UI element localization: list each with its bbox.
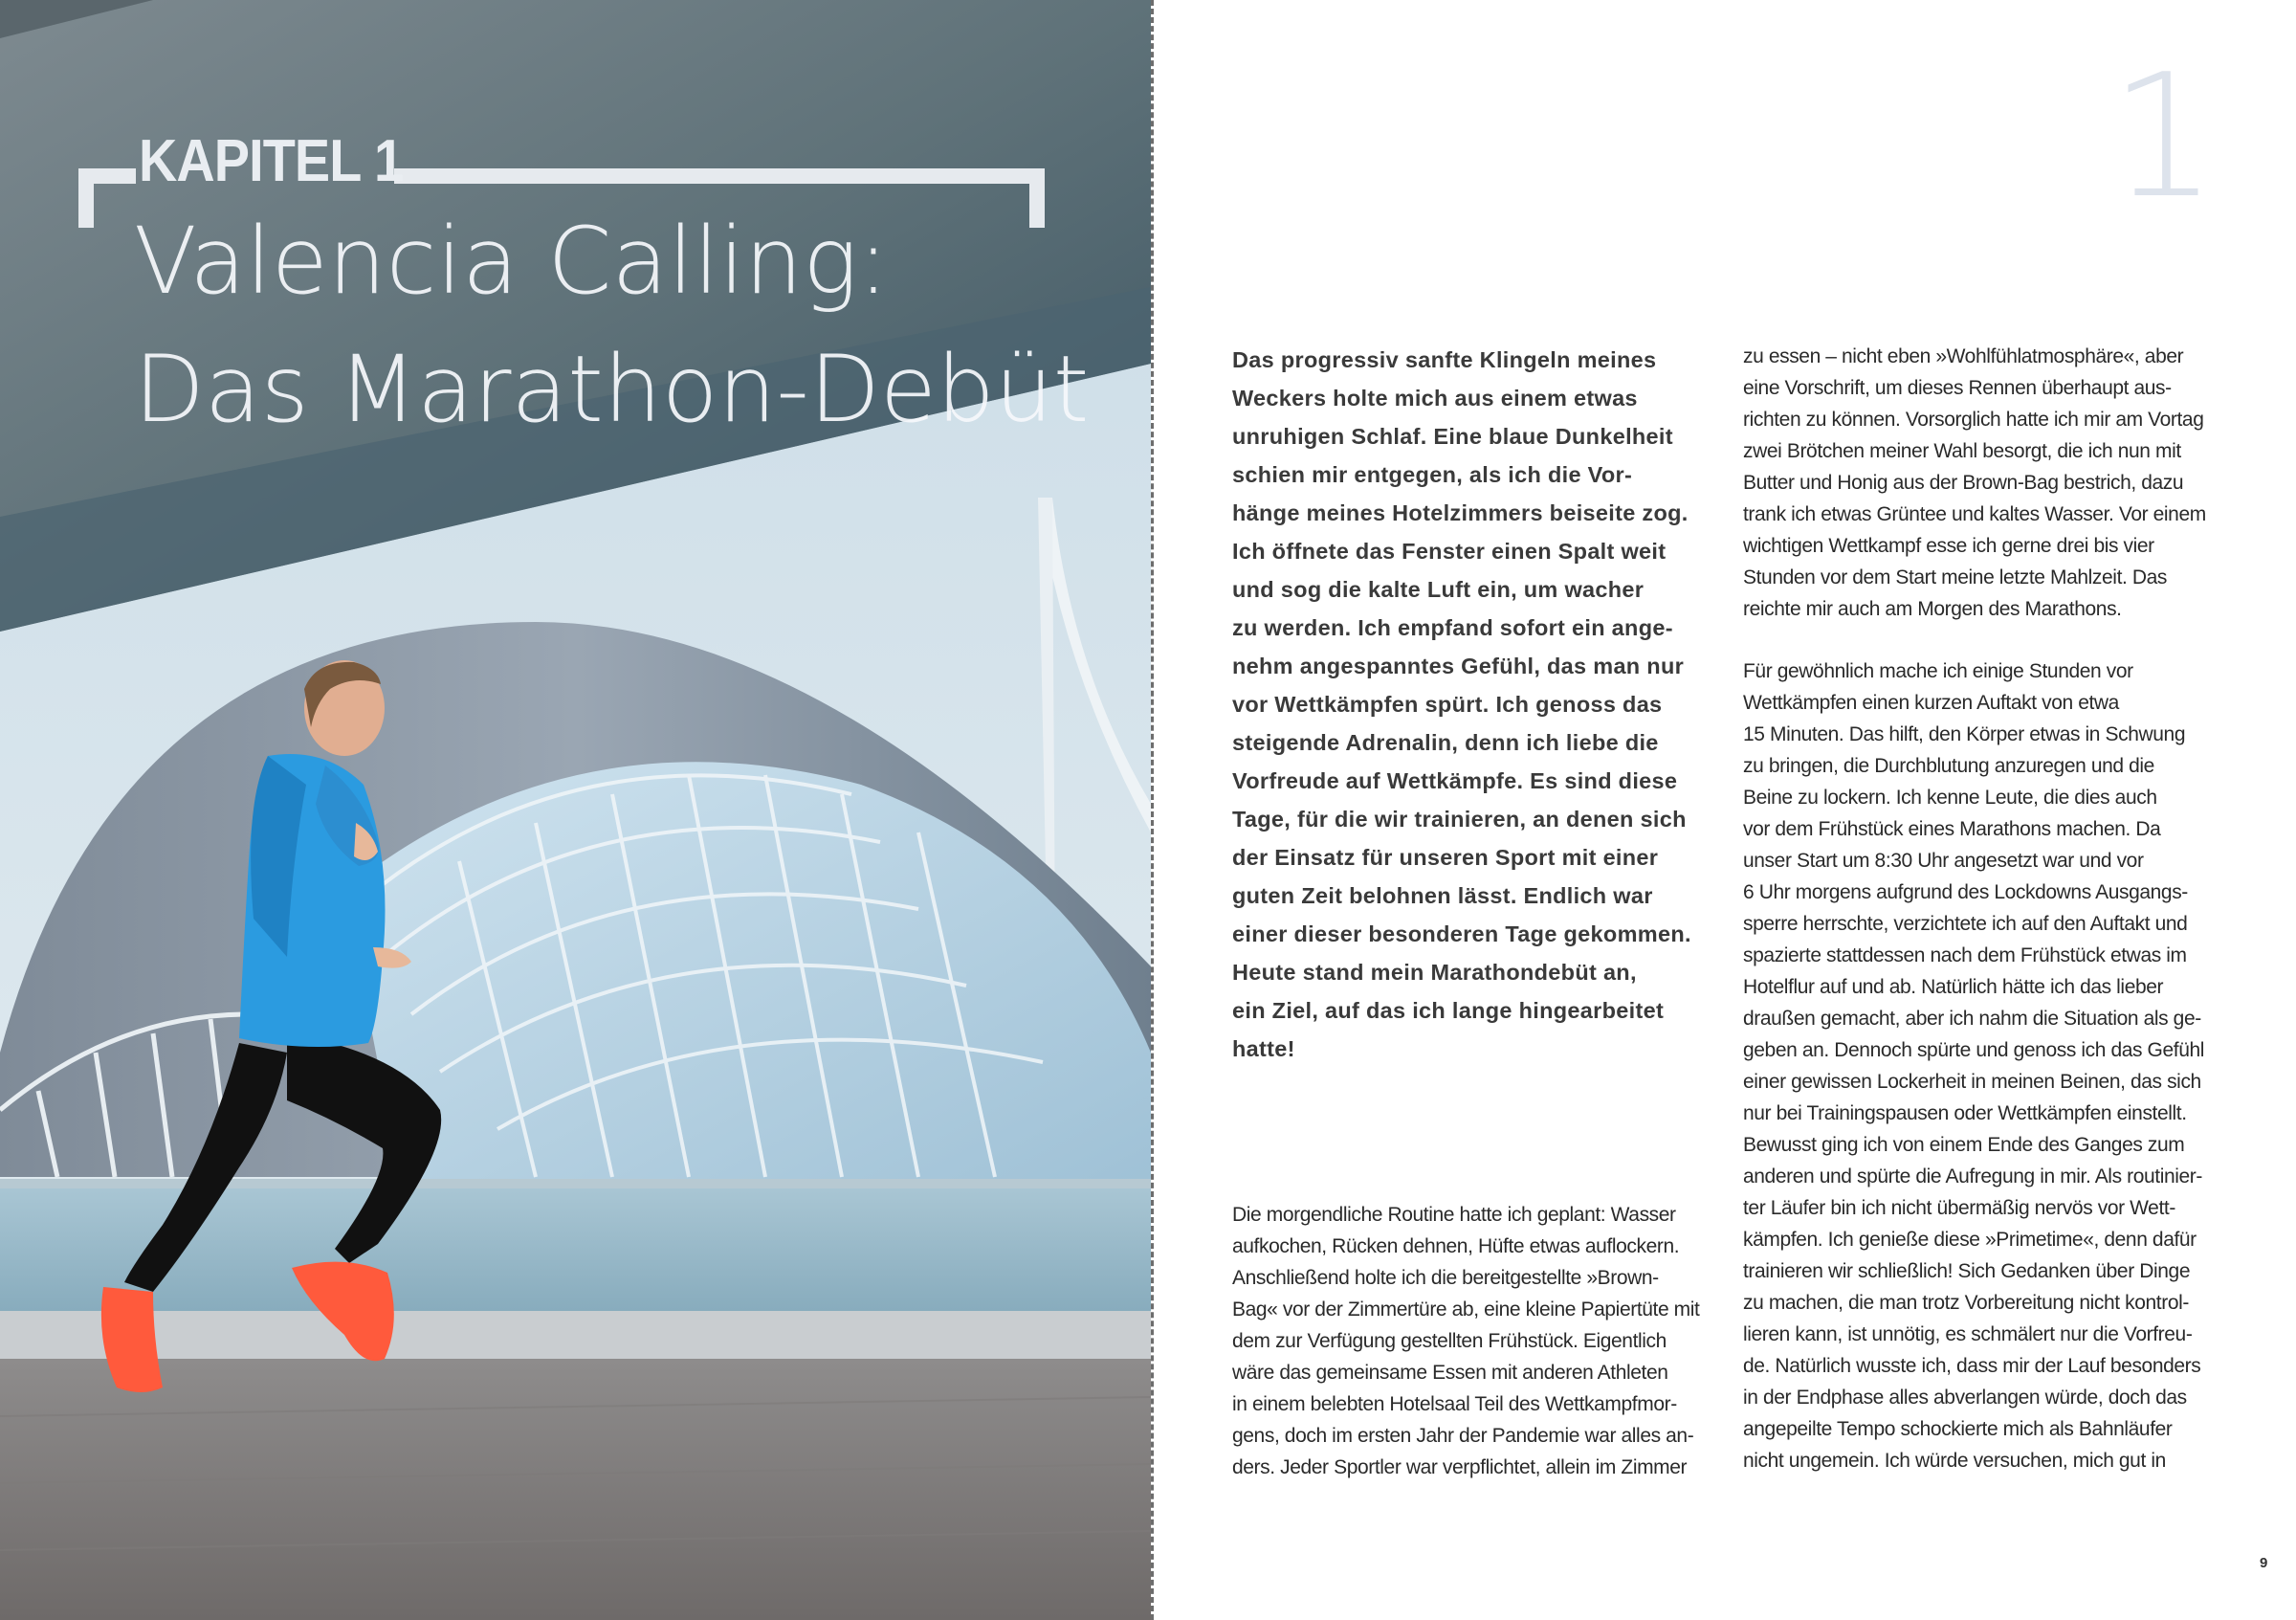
body-text-line: Die morgendliche Routine hatte ich geplant: Wasser [1232,1204,1676,1226]
body-text-line: wäre das gemeinsame Essen mit anderen Athleten [1232,1362,1668,1384]
lead-text-line: Heute stand mein Marathondebüt an, [1232,960,1637,985]
lead-text-line: Tage, für die wir trainieren, an denen sich [1232,807,1687,832]
body-text-line: dem zur Verfügung gestellten Frühstück. Eigentlich [1232,1330,1667,1352]
body-text-line: Hotelflur auf und ab. Natürlich hätte ich das lieber [1743,976,2164,998]
body-text-line: Anschließend holte ich die bereitgestellte »Brown- [1232,1267,1659,1289]
body-text-line: reichte mir auch am Morgen des Marathons. [1743,598,2122,620]
lead-text-line: zu werden. Ich empfand sofort ein ange- [1232,615,1673,640]
body-text-line: wichtigen Wettkampf esse ich gerne drei bis vier [1743,535,2154,557]
body-text-line: trainieren wir schließlich! Sich Gedanken über Dinge [1743,1260,2191,1282]
body-text-line: vor dem Frühstück eines Marathons machen. Da [1743,818,2161,840]
body-column-left [1232,1199,1711,1483]
body-text-line: zu machen, die man trotz Vorbereitung nicht kontrol- [1743,1292,2189,1314]
body-text-line: zu essen – nicht eben »Wohlfühlatmosphäre«, aber [1743,345,2184,367]
chapter-title-line-1: Valencia Calling: [134,208,890,315]
lead-text-line: ein Ziel, auf das ich lange hingearbeitet [1232,998,1665,1023]
body-text-line: lieren kann, ist unnötig, es schmälert nur die Vorfreu- [1743,1323,2193,1345]
body-text-line: Bewusst ging ich von einem Ende des Ganges zum [1743,1134,2185,1156]
body-text-line: eine Vorschrift, um dieses Rennen überhaupt aus- [1743,377,2172,399]
chapter-title-line-2: Das Marathon-Debüt [134,336,1090,443]
body-text-line: Wettkämpfen einen kurzen Auftakt von etwa [1743,692,2119,714]
body-text-line: spazierte stattdessen nach dem Frühstück etwas im [1743,944,2187,966]
body-text-line: gens, doch im ersten Jahr der Pandemie war alles an- [1232,1425,1694,1447]
lead-text-line: und sog die kalte Luft ein, um wacher [1232,577,1645,602]
lead-text-line: einer dieser besonderen Tage gekommen. [1232,921,1691,946]
lead-text-line: unruhigen Schlaf. Eine blaue Dunkelheit [1232,424,1673,449]
body-text-line: in der Endphase alles abverlangen würde, doch das [1743,1387,2187,1409]
body-text-line: 15 Minuten. Das hilft, den Körper etwas in Schwung [1743,723,2186,745]
chapter-label: KAPITEL 1 [139,128,404,194]
body-column-right [1743,341,2241,1476]
lead-text-line: Vorfreude auf Wettkämpfe. Es sind diese [1232,768,1678,793]
body-text-line: Butter und Honig aus der Brown-Bag bestrich, dazu [1743,472,2184,494]
body-text-line: nur bei Trainingspausen oder Wettkämpfen einstellt. [1743,1102,2187,1124]
body-text-line: sperre herrschte, verzichtete ich auf den Auftakt und [1743,913,2188,935]
body-text-line: Beine zu lockern. Ich kenne Leute, die dies auch [1743,787,2157,809]
lead-text-line: nehm angespanntes Gefühl, das man nur [1232,654,1685,678]
body-text-line: Stunden vor dem Start meine letzte Mahlzeit. Das [1743,566,2168,588]
body-text-line: in einem belebten Hotelsaal Teil des Wettkampfmor- [1232,1393,1677,1415]
body-text-line: nicht ungemein. Ich würde versuchen, mich gut in [1743,1450,2166,1472]
chapter-number: 1 [2109,37,2219,235]
body-text-line: kämpfen. Ich genieße diese »Primetime«, denn dafür [1743,1229,2197,1251]
title-bracket-left [78,168,136,228]
body-text-line: zwei Brötchen meiner Wahl besorgt, die ich nun mit [1743,440,2181,462]
lead-text-line: Das progressiv sanfte Klingeln meines [1232,347,1657,372]
lead-paragraph [1232,341,1711,1068]
page-gutter-divider [1151,0,1154,1620]
lead-text-line: Ich öffnete das Fenster einen Spalt weit [1232,539,1667,564]
body-text-line: anderen und spürte die Aufregung in mir. Als routinier- [1743,1165,2202,1187]
body-text-line: Für gewöhnlich mache ich einige Stunden vor [1743,660,2133,682]
body-text-line: Bag« vor der Zimmertüre ab, eine kleine Papiertüte mit [1232,1298,1700,1320]
body-text-line: angepeilte Tempo schockierte mich als Bahnläufer [1743,1418,2173,1440]
lead-text-line: vor Wettkämpfen spürt. Ich genoss das [1232,692,1663,717]
body-text-line: zu bringen, die Durchblutung anzuregen und die [1743,755,2154,777]
body-text-line: richten zu können. Vorsorglich hatte ich mir am Vortag [1743,409,2204,431]
body-text-line: de. Natürlich wusste ich, dass mir der Lauf besonders [1743,1355,2201,1377]
lead-text-line: schien mir entgegen, als ich die Vor- [1232,462,1633,487]
lead-text-line: der Einsatz für unseren Sport mit einer [1232,845,1659,870]
lead-text-line: hatte! [1232,1036,1295,1061]
body-text-line: aufkochen, Rücken dehnen, Hüfte etwas auflockern. [1232,1235,1680,1257]
body-text-line: ter Läufer bin ich nicht übermäßig nervös vor Wett- [1743,1197,2175,1219]
paragraph-spacer [1743,625,2241,655]
body-text-line: einer gewissen Lockerheit in meinen Beinen, das sich [1743,1071,2201,1093]
body-text-line: unser Start um 8:30 Uhr angesetzt war und vor [1743,850,2144,872]
body-text-line: ders. Jeder Sportler war verpflichtet, allein im Zimmer [1232,1456,1688,1478]
body-text-line: 6 Uhr morgens aufgrund des Lockdowns Ausgangs- [1743,881,2188,903]
body-text-line: geben an. Dennoch spürte und genoss ich das Gefühl [1743,1039,2205,1061]
page-number: 9 [2260,1555,2268,1571]
lead-text-line: Weckers holte mich aus einem etwas [1232,386,1638,411]
body-text-line: trank ich etwas Grüntee und kaltes Wasser. Vor einem [1743,503,2206,525]
lead-text-line: hänge meines Hotelzimmers beiseite zog. [1232,500,1689,525]
body-text-line: draußen gemacht, aber ich nahm die Situation als ge- [1743,1008,2201,1030]
lead-text-line: guten Zeit belohnen lässt. Endlich war [1232,883,1653,908]
lead-text-line: steigende Adrenalin, denn ich liebe die [1232,730,1659,755]
